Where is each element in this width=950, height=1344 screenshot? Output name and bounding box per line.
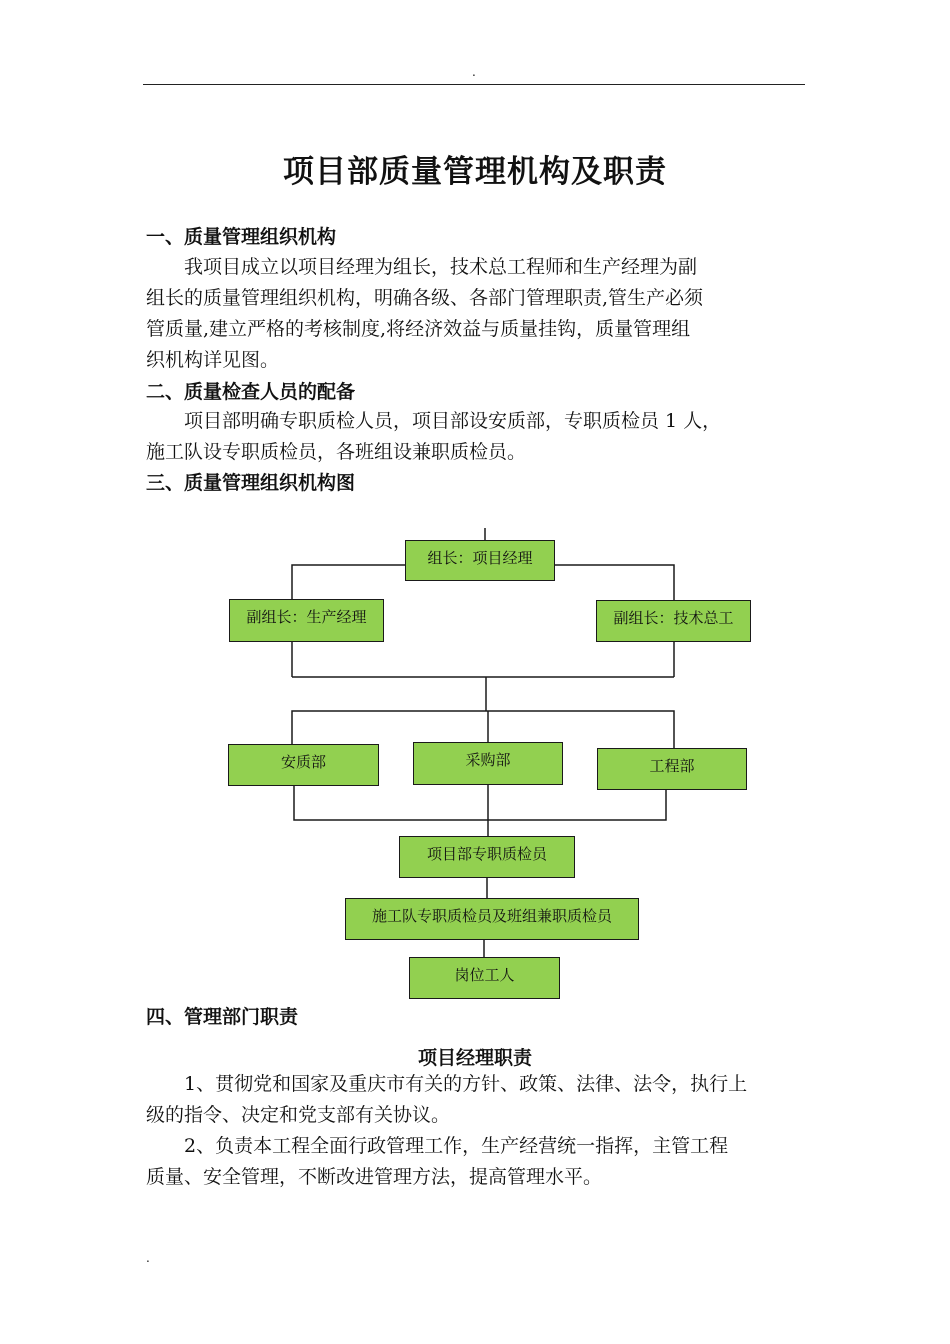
connector-leader-to-production bbox=[292, 565, 405, 600]
connector-departments-merge bbox=[294, 785, 666, 820]
paragraph-line: 项目部明确专职质检人员，项目部设安质部，专职质检员 1 人， bbox=[146, 410, 722, 432]
section-heading-4: 四、管理部门职责 bbox=[146, 1006, 299, 1028]
connector-leader-to-technical bbox=[555, 565, 674, 601]
paragraph-line: 施工队设专职质检员，各班组设兼职质检员。 bbox=[146, 441, 527, 463]
paragraph-line: 管质量,建立严格的考核制度,将经济效益与质量挂钩，质量管理组 bbox=[146, 318, 691, 340]
org-box-deputy-production: 副组长：生产经理 bbox=[229, 599, 384, 642]
org-box-workers: 岗位工人 bbox=[409, 957, 560, 999]
org-box-deputy-technical: 副组长：技术总工 bbox=[596, 600, 751, 642]
paragraph-line: 质量、安全管理，不断改进管理方法，提高管理水平。 bbox=[146, 1166, 603, 1188]
paragraph-line: 织机构详见图。 bbox=[146, 349, 280, 371]
org-box-team-inspectors: 施工队专职质检员及班组兼职质检员 bbox=[345, 898, 639, 940]
header-mark: . bbox=[472, 65, 476, 79]
org-box-project-inspector: 项目部专职质检员 bbox=[399, 836, 575, 878]
paragraph-line: 1、贯彻党和国家及重庆市有关的方针、政策、法律、法令，执行上 bbox=[146, 1073, 748, 1095]
paragraph-line: 我项目成立以项目经理为组长，技术总工程师和生产经理为副 bbox=[146, 256, 698, 278]
duty-item-2 bbox=[146, 1131, 810, 1193]
section-heading-3: 三、质量管理组织机构图 bbox=[146, 472, 356, 494]
section-heading-1: 一、质量管理组织机构 bbox=[146, 226, 337, 248]
org-box-dept-safety-quality: 安质部 bbox=[228, 744, 379, 786]
duty-item-1 bbox=[146, 1069, 810, 1131]
org-box-dept-procurement: 采购部 bbox=[413, 742, 563, 785]
paragraph-line: 2、负责本工程全面行政管理工作，生产经营统一指挥，主管工程 bbox=[146, 1135, 729, 1157]
org-box-dept-engineering: 工程部 bbox=[597, 748, 747, 790]
duties-title: 项目经理职责 bbox=[417, 1047, 532, 1069]
org-box-leader: 组长：项目经理 bbox=[405, 540, 555, 581]
footer-mark: . bbox=[146, 1251, 150, 1265]
paragraph-line: 级的指令、决定和党支部有关协议。 bbox=[146, 1104, 451, 1126]
section-heading-2: 二、质量检查人员的配备 bbox=[146, 381, 356, 403]
paragraph-line: 组长的质量管理组织机构，明确各级、各部门管理职责,管生产必须 bbox=[146, 287, 704, 309]
page-title: 项目部质量管理机构及职责 bbox=[283, 154, 667, 190]
